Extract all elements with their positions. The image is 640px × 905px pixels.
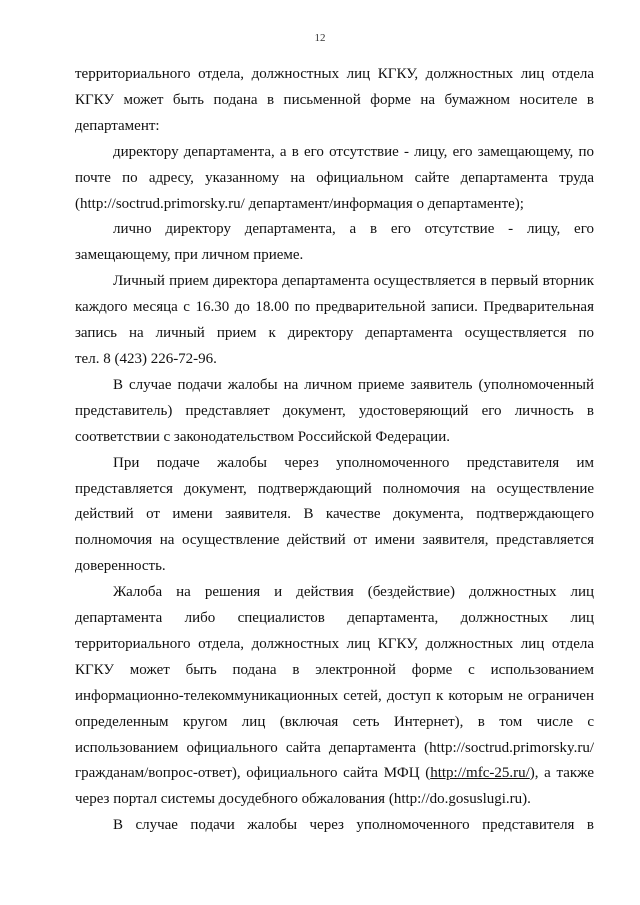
document-body <box>75 62 594 839</box>
text-line <box>75 632 594 658</box>
text-line <box>75 114 594 140</box>
text-line <box>75 243 594 269</box>
line-text: доверенность. <box>75 558 166 575</box>
text-line <box>75 217 594 243</box>
line-text: тел. 8 (423) 226-72-96. <box>75 350 217 367</box>
page-number: 12 <box>314 32 326 44</box>
line-text: каждого месяца с 16.30 до 18.00 по предварительной записи. Предварительная <box>75 299 594 316</box>
text-line <box>75 88 594 114</box>
text-line <box>75 554 594 580</box>
line-text: информационно-телекоммуникационных сетей, доступ к которым не ограничен <box>75 687 594 704</box>
text-line <box>75 528 594 554</box>
line-text: представитель) представляет документ, удостоверяющий его личность в <box>75 402 594 419</box>
line-text: полномочия на осуществление действий от имени заявителя, представляется <box>75 532 594 549</box>
line-text: использованием официального сайта департамента (http://soctrud.primorsky.ru/ <box>75 739 594 756</box>
text-line <box>75 477 594 503</box>
line-text: При подаче жалобы через уполномоченного представителя им <box>113 454 594 471</box>
line-text: В случае подачи жалобы через уполномоченного представителя в <box>113 817 594 834</box>
text-line <box>75 710 594 736</box>
text-line <box>75 684 594 710</box>
line-text: запись на личный прием к директору департамента осуществляется по <box>75 325 594 342</box>
text-line <box>75 166 594 192</box>
line-text: В случае подачи жалобы на личном приеме заявитель (уполномоченный <box>113 376 594 393</box>
text-line <box>75 736 594 762</box>
line-text: гражданам/вопрос-ответ), официального сайта МФЦ ( <box>75 765 431 782</box>
line-text: директору департамента, а в его отсутствие - лицу, его замещающему, по <box>113 143 594 160</box>
text-line <box>75 606 594 632</box>
text-line <box>75 373 594 399</box>
line-text-after-link: ), а также <box>529 765 594 782</box>
text-line <box>75 140 594 166</box>
line-text: департамент: <box>75 117 160 134</box>
text-line <box>75 295 594 321</box>
line-text: лично директору департамента, а в его отсутствие - лицу, его <box>113 221 594 238</box>
line-text: действий от имени заявителя. В качестве документа, подтверждающего <box>75 506 594 523</box>
text-line <box>75 451 594 477</box>
text-line <box>75 658 594 684</box>
line-text: (http://soctrud.primorsky.ru/ департамент/информация о департаменте); <box>75 195 524 212</box>
text-line <box>75 347 594 373</box>
line-text: замещающему, при личном приеме. <box>75 247 304 264</box>
line-text: представляется документ, подтверждающий полномочия на осуществление <box>75 480 594 497</box>
line-text: территориального отдела, должностных лиц КГКУ, должностных лиц отдела <box>75 66 594 82</box>
text-line <box>75 192 594 218</box>
line-text: через портал системы досудебного обжалования (http://do.gosuslugi.ru). <box>75 791 531 808</box>
line-text: определенным кругом лиц (включая сеть Интернет), в том числе с <box>75 713 594 730</box>
text-line <box>75 425 594 451</box>
line-text: Жалоба на решения и действия (бездействие) должностных лиц <box>113 584 594 601</box>
text-line <box>75 321 594 347</box>
text-line <box>75 761 594 787</box>
text-line <box>75 399 594 425</box>
text-line <box>75 787 594 813</box>
line-text: КГКУ может быть подана в письменной форме на бумажном носителе в <box>75 91 594 108</box>
mfc-site-link[interactable]: http://mfc-25.ru/ <box>430 765 530 782</box>
line-text: почте по адресу, указанному на официальном сайте департамента труда <box>75 169 594 186</box>
text-line <box>75 269 594 295</box>
text-line <box>75 502 594 528</box>
text-line <box>75 580 594 606</box>
text-line <box>75 813 594 839</box>
line-text: Личный прием директора департамента осуществляется в первый вторник <box>113 273 594 290</box>
line-text: департамента либо специалистов департамента, должностных лиц <box>75 610 594 627</box>
line-text: КГКУ может быть подана в электронной форме с использованием <box>75 661 594 678</box>
line-text: соответствии с законодательством Российской Федерации. <box>75 428 450 445</box>
line-text: территориального отдела, должностных лиц КГКУ, должностных лиц отдела <box>75 635 594 652</box>
text-line <box>75 62 594 88</box>
